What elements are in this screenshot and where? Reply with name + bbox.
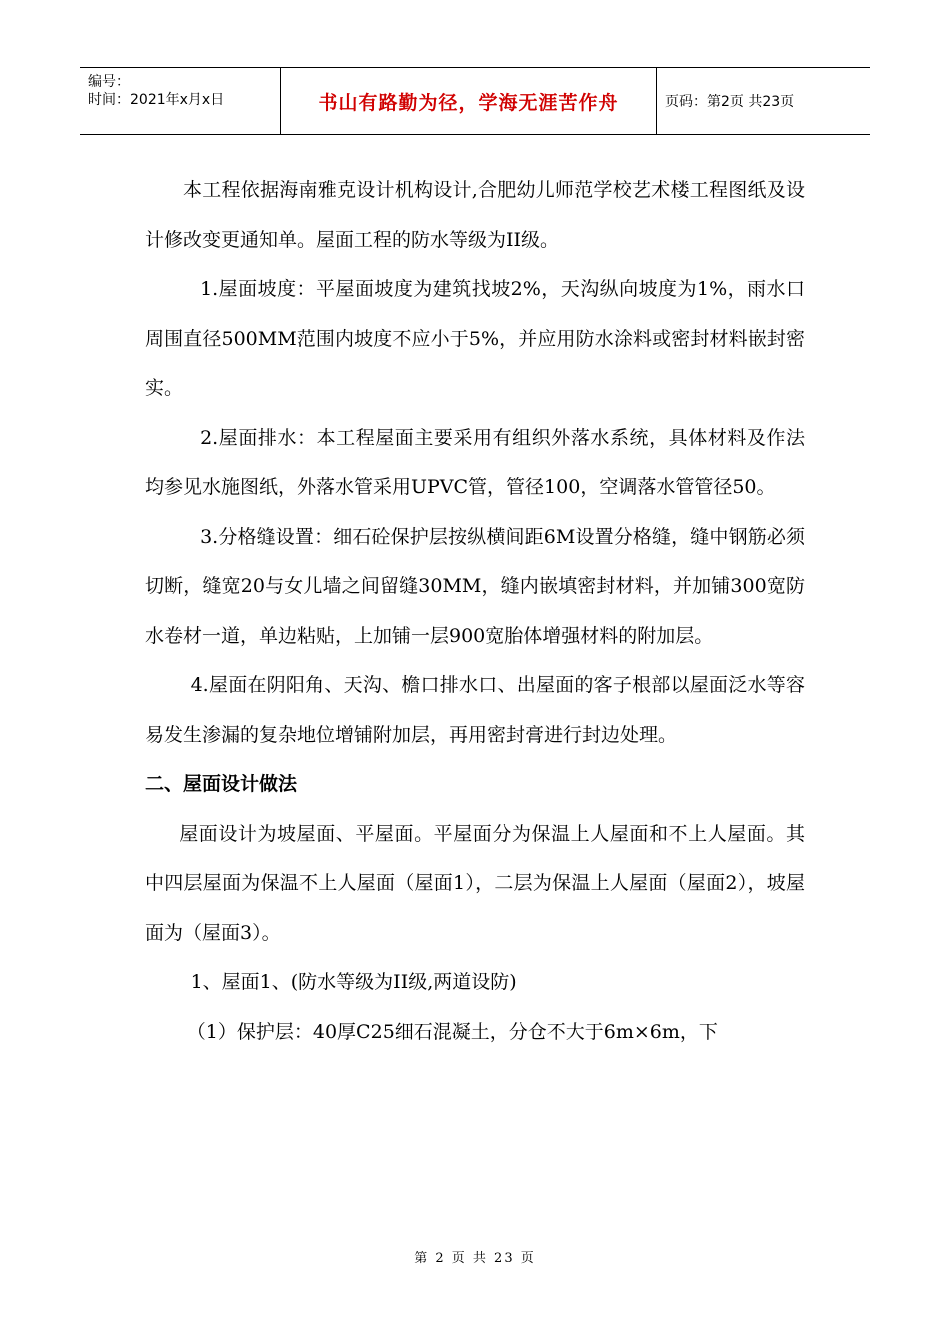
document-time-label: 时间：2021年x月x日 [88, 92, 225, 108]
header-motto: 书山有路勤为径，学海无涯苦作舟 [281, 68, 657, 134]
body-paragraph: 屋面设计为坡屋面、平屋面。平屋面分为保温上人屋面和不上人屋面。其中四层屋面为保温不上人屋面（屋面1），二层为保温上人屋面（屋面2），坡屋面为（屋面3）。 [145, 822, 805, 944]
body-paragraph: 1.屋面坡度：平屋面坡度为建筑找坡2%，天沟纵向坡度为1%，雨水口周围直径500MM范围内坡度不应小于5%，并应用防水涂料或密封材料嵌封密实。 [145, 278, 805, 399]
body-paragraph: 4.屋面在阴阳角、天沟、檐口排水口、出屋面的客子根部以屋面泛水等容易发生渗漏的复杂地位增铺附加层，再用密封膏进行封边处理。 [145, 674, 805, 746]
header-page-info: 页码：第2页 共23页 [665, 94, 795, 110]
body-paragraph: （1）保护层：40厚C25细石混凝土，分仓不大于6m×6m，下 [186, 1020, 718, 1043]
section-heading: 二、屋面设计做法 [145, 773, 298, 795]
document-number-label: 编号： [88, 74, 130, 90]
header-meta [80, 68, 281, 134]
body-paragraph: 3.分格缝设置：细石砼保护层按纵横间距6M设置分格缝，缝中钢筋必须切断，缝宽20与女儿墙之间留缝30MM，缝内嵌填密封材料，并加铺300宽防水卷材一道，单边粘贴，上加铺一层900宽胎体增强材料的附加层。 [145, 525, 805, 647]
page-header [80, 67, 870, 135]
body-paragraph: 2.屋面排水：本工程屋面主要采用有组织外落水系统，具体材料及作法均参见水施图纸，外落水管采用UPVC管，管径100，空调落水管管径50。 [145, 426, 805, 498]
page-footer: 第 2 页 共 23 页 [414, 1251, 536, 1266]
body-paragraph: 本工程依据海南雅克设计机构设计,合肥幼儿师范学校艺术楼工程图纸及设计修改变更通知单。屋面工程的防水等级为II级。 [145, 179, 805, 251]
body-paragraph: 1、屋面1、(防水等级为II级,两道设防) [190, 971, 517, 993]
document-body [145, 166, 805, 1057]
